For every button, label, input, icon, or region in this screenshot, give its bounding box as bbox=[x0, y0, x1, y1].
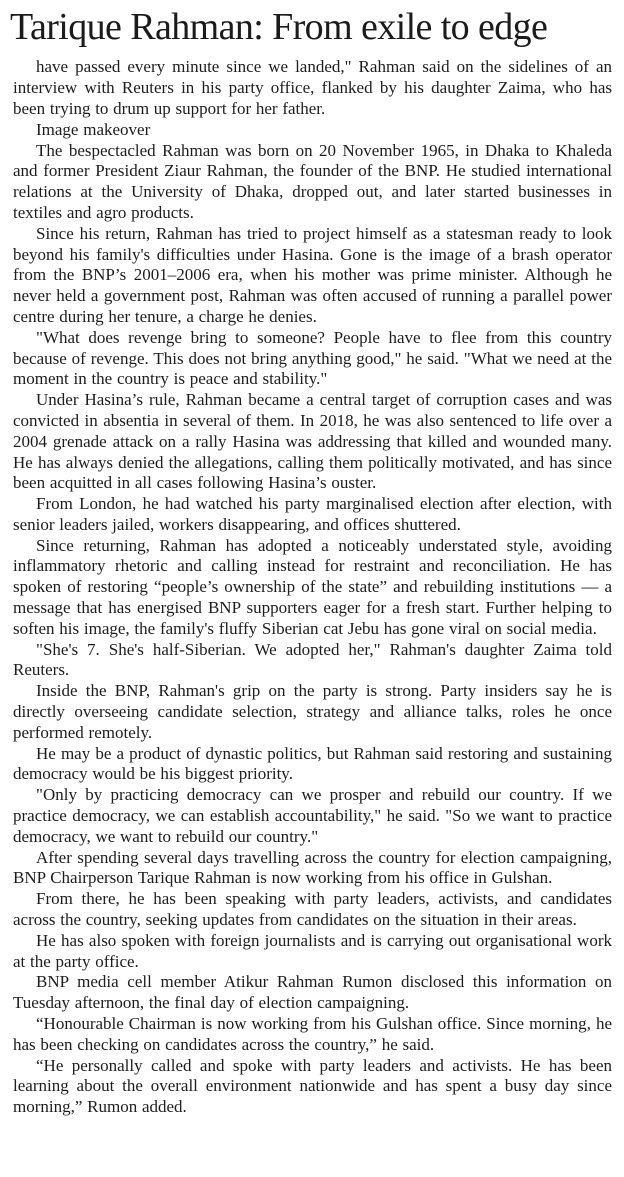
article-paragraph: From London, he had watched his party marginalised election after election, with senior leaders jailed, workers disappearing, and offices shuttered. bbox=[13, 494, 612, 534]
article-paragraph: “Honourable Chairman is now working from his Gulshan office. Since morning, he has been checking on candidates across the country,” he said. bbox=[13, 1014, 612, 1054]
article-paragraph: "She's 7. She's half-Siberian. We adopted her," Rahman's daughter Zaima told Reuters. bbox=[13, 639, 612, 680]
article-paragraph: After spending several days travelling across the country for election campaigning, BNP Chairperson Tarique Rahman is now working from his office in Gulshan. bbox=[13, 847, 612, 888]
article-paragraph: Inside the BNP, Rahman's grip on the party is strong. Party insiders say he is directly overseeing candidate selection, strategy and alliance talks, roles he once performed remotely. bbox=[13, 681, 612, 742]
article-paragraph: From there, he has been speaking with party leaders, activists, and candidates across the country, seeking updates from candidates on the situation in their areas. bbox=[13, 889, 612, 930]
article-paragraph: have passed every minute since we landed," Rahman said on the sidelines of an interview with Reuters in his party office, flanked by his daughter Zaima, who has been trying to drum up support for her father. bbox=[13, 57, 612, 118]
article-paragraph: He has also spoken with foreign journalists and is carrying out organisational work at the party office. bbox=[13, 930, 612, 971]
article-title: Tarique Rahman: From exile to edge bbox=[10, 6, 548, 48]
article-paragraph: “He personally called and spoke with party leaders and activists. He has been learning about the overall environment nationwide and has spent a busy day since morning,” Rumon added. bbox=[13, 1055, 612, 1117]
article-paragraph: Since returning, Rahman has adopted a noticeably understated style, avoiding inflammatory rhetoric and calling instead for restraint and reconciliation. He has spoken of restoring “people’s ownership of the state” and rebuilding institutions — a message that has energised BNP supporters eager for a fresh start. Further helping to soften his image, the family's fluffy Siberian cat Jebu has gone viral on social media. bbox=[13, 535, 612, 638]
article-paragraph: "Only by practicing democracy can we prosper and rebuild our country. If we practice democracy, we can establish accountability," he said. "So we want to practice democracy, we want to rebuild our country." bbox=[13, 785, 612, 846]
article-paragraph: "What does revenge bring to someone? People have to flee from this country because of revenge. This does not bring anything good," he said. "What we need at the moment in the country is peace and stability." bbox=[13, 327, 612, 389]
article-paragraph: He may be a product of dynastic politics, but Rahman said restoring and sustaining democracy would be his biggest priority. bbox=[13, 743, 612, 784]
article-body bbox=[13, 57, 612, 1118]
article-paragraph: Since his return, Rahman has tried to project himself as a statesman ready to look beyond his family's difficulties under Hasina. Gone is the image of a brash operator from the BNP’s 2001–2006 era, when his mother was prime minister. Although he never held a government post, Rahman was often accused of running a parallel power centre during her tenure, a charge he denies. bbox=[13, 223, 612, 326]
article-paragraph: BNP media cell member Atikur Rahman Rumon disclosed this information on Tuesday afternoon, the final day of election campaigning. bbox=[13, 972, 612, 1013]
article-paragraph: Image makeover bbox=[36, 119, 151, 139]
article-paragraph: The bespectacled Rahman was born on 20 November 1965, in Dhaka to Khaleda and former President Ziaur Rahman, the founder of the BNP. He studied international relations at the University of Dhaka, dropped out, and later started businesses in textiles and agro products. bbox=[13, 140, 612, 222]
article-paragraph: Under Hasina’s rule, Rahman became a central target of corruption cases and was convicted in absentia in several of them. In 2018, he was also sentenced to life over a 2004 grenade attack on a rally Hasina was addressing that killed and wounded many. He has always denied the allegations, calling them politically motivated, and has since been acquitted in all cases following Hasina’s ouster. bbox=[13, 390, 612, 493]
